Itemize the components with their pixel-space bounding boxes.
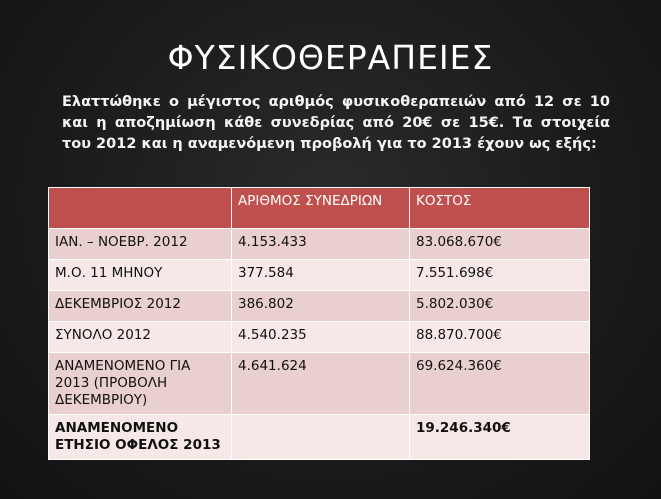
header-cell-cost: ΚΟΣΤΟΣ: [410, 188, 590, 229]
table-row-total: [49, 415, 590, 460]
data-table: [48, 187, 590, 460]
table-row: [49, 229, 590, 260]
table-row: [49, 260, 590, 291]
header-cell-label: [49, 188, 232, 229]
slide-title: ΦΥΣΙΚΟΘΕΡΑΠΕΙΕΣ: [167, 38, 494, 77]
intro-paragraph: Ελαττώθηκε ο μέγιστος αριθμός φυσικοθεραπειών από 12 σε 10 και η αποζημίωση κάθε συνεδρίας από 20€ σε 15€. Τα στοιχεία του 2012 και η αναμενόμενη προβολή για το 2013 έχουν ως εξής:: [62, 94, 610, 152]
row-cost: 5.802.030€: [410, 291, 590, 322]
row-cost: 88.870.700€: [410, 322, 590, 353]
row-cost: 69.624.360€: [410, 353, 590, 415]
row-sessions: [232, 415, 410, 460]
row-label: ΙΑΝ. – ΝΟΕΒΡ. 2012: [49, 229, 232, 260]
row-sessions: 377.584: [232, 260, 410, 291]
row-sessions: 4.153.433: [232, 229, 410, 260]
table-row: [49, 291, 590, 322]
header-cell-sessions: ΑΡΙΘΜΟΣ ΣΥΝΕΔΡΙΩΝ: [232, 188, 410, 229]
row-label: ΔΕΚΕΜΒΡΙΟΣ 2012: [49, 291, 232, 322]
row-cost: 83.068.670€: [410, 229, 590, 260]
row-cost: 7.551.698€: [410, 260, 590, 291]
row-sessions: 386.802: [232, 291, 410, 322]
row-label: ΑΝΑΜΕΝΟΜΕΝΟ ΓΙΑ 2013 (ΠΡΟΒΟΛΗ ΔΕΚΕΜΒΡΙΟΥ): [49, 353, 232, 415]
row-sessions: 4.540.235: [232, 322, 410, 353]
table-row: [49, 353, 590, 415]
row-label: ΑΝΑΜΕΝΟΜΕΝΟ ΕΤΗΣΙΟ ΟΦΕΛΟΣ 2013: [49, 415, 232, 460]
row-sessions: 4.641.624: [232, 353, 410, 415]
table-header-row: [49, 188, 590, 229]
row-label: Μ.Ο. 11 ΜΗΝΟΥ: [49, 260, 232, 291]
row-label: ΣΥΝΟΛΟ 2012: [49, 322, 232, 353]
row-cost: 19.246.340€: [410, 415, 590, 460]
table-row: [49, 322, 590, 353]
